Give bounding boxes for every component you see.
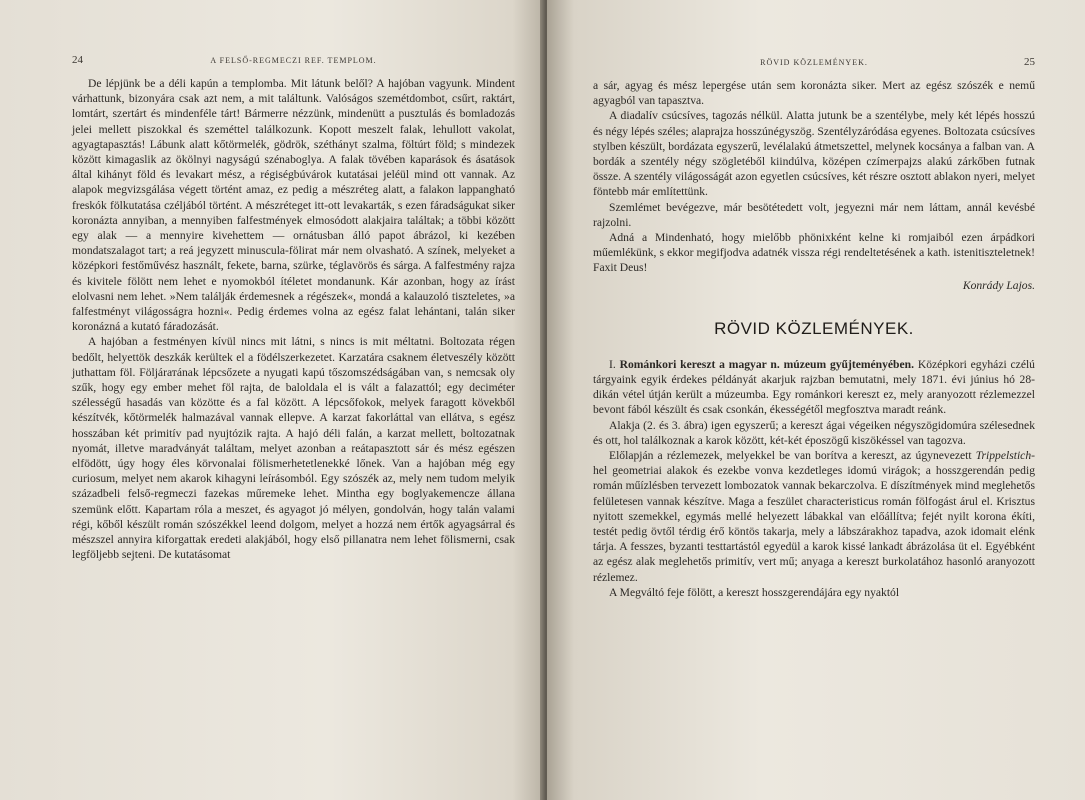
article-number: I.: [609, 357, 616, 371]
right-running-head: [593, 56, 1035, 68]
right-paragraph-4: Adná a Mindenható, hogy mielőbb phönixként kelne ki romjaiból ezen árpádkori műemlékünk, s ekkor megifjodva adatnék vissza régi rendeltetésének a kath. istenitiszteletnek! Faxit Deus!: [593, 231, 1035, 275]
right-paragraph-3: Szemlémet bevégezve, már besötétedett volt, jegyezni már nem láttam, annál kevésbé rajzolni.: [593, 200, 1035, 229]
article-paragraph-4: A Megváltó feje fölött, a kereszt hosszgerendájára egy nyaktól: [609, 585, 900, 599]
article-title: Románkori kereszt a magyar n. múzeum gyűjteményében.: [619, 357, 915, 371]
article-first-text: Középkori egyházi czélú tárgyaink egyik érdekes példányát akarjuk rajzban bemutatni, mely 1871. évi június hó 28-dikán vétel útján került a múzeumba. Egy románkori kereszt ez, mely aranyozott rézlemezzel bevont fából készült és csak csonkán, ékességétől megfosztva maradt reánk.: [593, 357, 1035, 417]
left-page-number: 24: [72, 54, 83, 66]
article-paragraph-3-italic: Trippelstich: [975, 449, 1032, 463]
article-paragraph-2: Alakja (2. és 3. ábra) igen egyszerű; a kereszt ágai végeiken négyszögidomúra szélesednek és ott, hol találkoznak a karok között, két-két époszögű kiszökéssel van tagozva.: [593, 418, 1035, 447]
author-signature: Konrády Lajos.: [962, 278, 1035, 292]
left-paragraph-1: De lépjünk be a déli kapún a templomba. Mit látunk belől? A hajóban vagyunk. Mindent várhattunk, bizonyára csak azt nem, a mit találtunk. Valóságos szemétdombot, csűrt, raktárt, lomtárt, szertárt és mindenféle tárt! Bármerre nézzünk, mindenütt a pusztulás és bomladozás jelei mellett piszokkal és szeméttel találkozunk. Kopott meszelt falak, lehullott vakolat, agyagtapasztás! Lábunk alatt kőtörmelék, gödrök, széthányt szalma, föltúrt föld; s mindezek között kimagaslik az ökölnyi nagyságú szénaboglya. A falak tövében kaparások és ásatások által kihányt föld és levakart mész, a régiségbúvárok kutatásai jeléül mind ott vannak. Az alapok megvizsgálása végett történt amaz, ez pedig a mészréteg alatt, a falakon lappangható freskók fölkutatása czéljából történt. A mészréteget itt-ott levakarták, s ezen fáradságukat siker koronázta annyiban, a mennyiben falfestmények elmosódott alakjaira találtak; a többi között egy alak — a mennyire kivehettem — ornátusban álló papot ábrázol, ki kezében mondatszalagot tart; a reá jegyzett minuscula-fölirat már nem olvasható. A színek, melyeket a középkori festőművész használt, fekete, barna, szürke, téglavörös és sárga. A falfestmény rajza és kivitele fölött nem lehet e nyomokból ítéletet mondanunk. Kár azonban, hogy az írást elolvasni nem lehet. »Nem találják érdemesnek a régészek«, mondá a kalauzoló tiszteletes, »a falfestményt világosságra hozni«. Pedig érdemes volna az egész falat lehántani, talán siker koronázná a kutató fáradozását.: [72, 77, 515, 334]
section-heading: RÖVID KÖZLEMÉNYEK.: [714, 318, 914, 338]
left-running-head: [72, 54, 515, 66]
right-page: [547, 0, 1085, 800]
left-paragraph-2: A hajóban a festményen kívül nincs mit látni, s nincs is mit méltatni. Boltozata régen bedőlt, helyettök deszkák kerültek el a födélszerkezetet. Karzatára csaknem életveszély között juthattam föl. Följárатának lépcsőzete a nyugati kapú tőszomszédságában van, s nemcsak oly szűk, hogy egy ember mehet föl rajta, de baloldala el is vált a falazattól; egy deciméter szélességű hasadás van közötte és a fal között. A lépcsőfokok, melyek faragott kövekből készítvék, kőtörmelék halmazával vannak ellepve. A karzat fakorláttal van ellátva, s egész hosszában két primitív pad nyujtózik rajta. A hajó déli falán, a karzat mellett, boltozatnak nyomát, illetve maradványát találtam, melyet azonban a reátapasztott sár és mész egészen elfödött, úgy hogy éles körvonalai fölismerhetetlenekké lőnek. Van a hajóban még egy curiosum, melyet nem akarok kihagyni leírásomból. Egy szószék az, mely nem tudom melyik századbeli felső-regmeczi fazekas műremeke lehet. Mintha egy boglyakemencze állana szemünk előtt. Kapartam róla a meszet, és agyagot jó mélyen, gondolván, hogy talán valami régi, kőből készült román szószékkel leend dolgom, melyet a hozzá nem értők agyagsárral és mészszel annyira kiforgattak eredeti alakjából, hogy első pillanatra nem lehet fölismerni, csak legföljebb sejteni. De kutatásomat: [72, 335, 515, 562]
article-first-paragraph: [593, 357, 1035, 418]
right-paragraph-1: a sár, agyag és mész lepergése után sem koronázta siker. Mert az egész szószék e nemű agyagból van tapasztva.: [593, 79, 1035, 108]
right-paragraph-2: A diadalív csúcsíves, tagozás nélkül. Alatta jutunk be a szentélybe, mely két lépés hosszú és négy lépés széles; alaprajza hosszúnégyszög. Szentélyzáródása egyenes. Boltozata csúcsíves stylben készült, bordázata egyszerű, levélalakú átmetszettel, melynek kocsánya a falban van. A bordák a szentély négy szögletéből kiindúlva, középen czímerpajzs alakú zárkőben futnak össze. A szentély világosságát azon egyetlen csúcsíves, két részre osztott ablakon nyeri, melyet föntebb már említettünk.: [593, 109, 1036, 199]
left-running-title: A FELSŐ-REGMECZI REF. TEMPLOM.: [210, 56, 377, 65]
right-page-number: 25: [1024, 56, 1035, 68]
article-paragraph-3-after: -hel geometriai alakok és ezekbe vonva kezdetleges idomú virágok; a hosszgerendán pedig román műízlésben tervezett lombozatok vannak bekarczolva. E díszítmények mind meglehetős felületesen vannak készítve. Maga a feszület characteristicus román fölfogást árul el. Krisztus nyitott szemekkel, egymás mellé helyezett lábakkal van előállítva; fejét nyilt korona ékíti, testét pedig övtől térdig érő köntös takarja, mely a lábszárakhoz tapadva, azok idomait elénk tárja. A fesszes, byzanti testtartástól egyedül a karok kissé lankadt ábrázolása üt el. Egyébként az egész alak meglehetős primitív, vert mű; anyaga a kereszt burkolatához hasonló aranyozott rézlemez.: [593, 449, 1035, 584]
article-paragraph-3: [593, 448, 1035, 585]
right-running-title: RÖVID KÖZLEMÉNYEK.: [760, 58, 868, 67]
article-paragraph-3-before: Előlapján a rézlemezek, melyekkel be van borítva a kereszt, az úgynevezett: [609, 449, 976, 463]
